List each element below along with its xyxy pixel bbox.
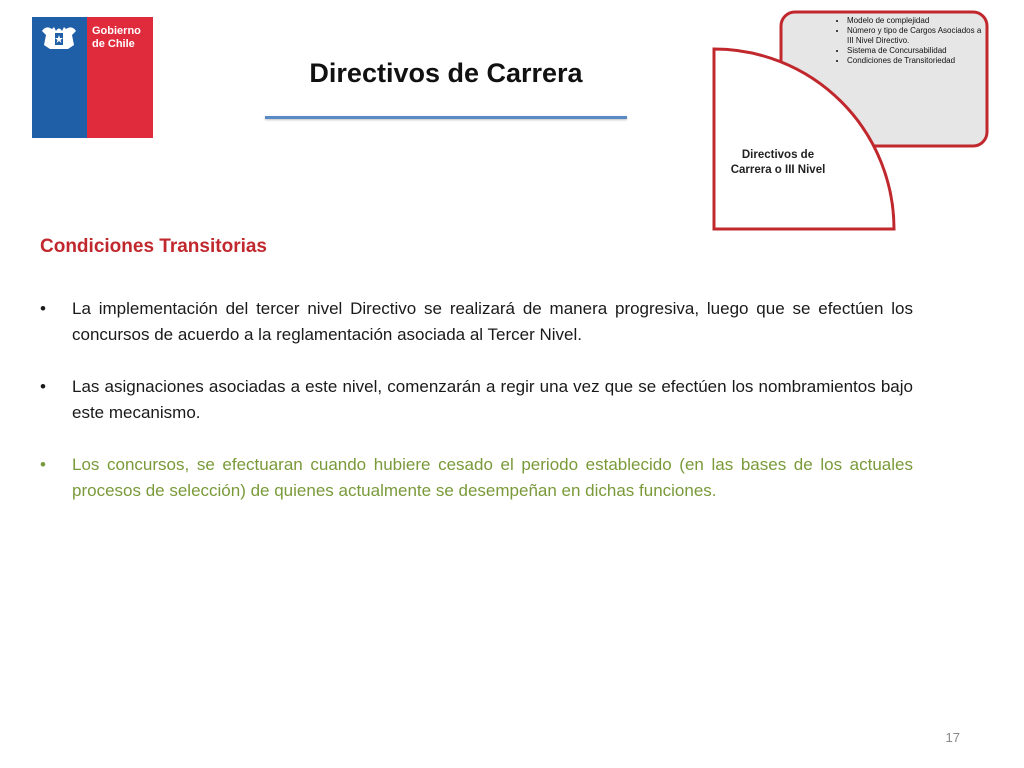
title-underline xyxy=(265,116,627,119)
diagram-label xyxy=(712,148,844,178)
bullet-text: Las asignaciones asociadas a este nivel, comenzarán a regir una vez que se efectúen los nombramientos bajo este mecanismo. xyxy=(72,377,913,422)
bullet-text: La implementación del tercer nivel Directivo se realizará de manera progresiva, luego que se efectúen los concursos de acuerdo a la reglamentación asociada al Tercer Nivel. xyxy=(72,299,913,344)
diagram-label-line-2: Carrera o III Nivel xyxy=(730,164,826,176)
page-number: 17 xyxy=(945,730,960,745)
gobierno-de-chile-logo xyxy=(32,17,153,138)
bullet-item xyxy=(40,296,913,348)
diagram-item: • Condiciones de Transitoriedad xyxy=(847,56,985,66)
diagram-item: • Modelo de complejidad xyxy=(847,16,985,26)
logo-text xyxy=(92,25,141,51)
logo-blue-panel xyxy=(32,17,87,138)
bullet-item xyxy=(40,452,913,504)
coat-of-arms-icon xyxy=(38,23,80,51)
bullet-marker: • xyxy=(40,377,46,396)
bullet-marker: • xyxy=(40,299,46,318)
section-subtitle: Condiciones Transitorias xyxy=(40,236,267,257)
diagram-label-line-1: Directivos de xyxy=(741,149,815,161)
bullet-text: Los concursos, se efectuaran cuando hubiere cesado el periodo establecido (en las bases de los actuales procesos de selección) de quienes actualmente se desempeñan en dichas funciones. xyxy=(72,455,913,500)
bullet-item xyxy=(40,374,913,426)
logo-line-1: Gobierno xyxy=(92,25,141,37)
bullet-marker: • xyxy=(40,455,46,474)
logo-line-2: de Chile xyxy=(92,38,135,50)
diagram-item: • Sistema de Concursabilidad xyxy=(847,46,985,56)
slide-title: Directivos de Carrera xyxy=(309,58,583,88)
diagram-items xyxy=(835,16,985,66)
bullet-list xyxy=(40,296,913,530)
diagram-item: • Número y tipo de Cargos Asociados a III Nivel Directivo. xyxy=(847,26,985,46)
